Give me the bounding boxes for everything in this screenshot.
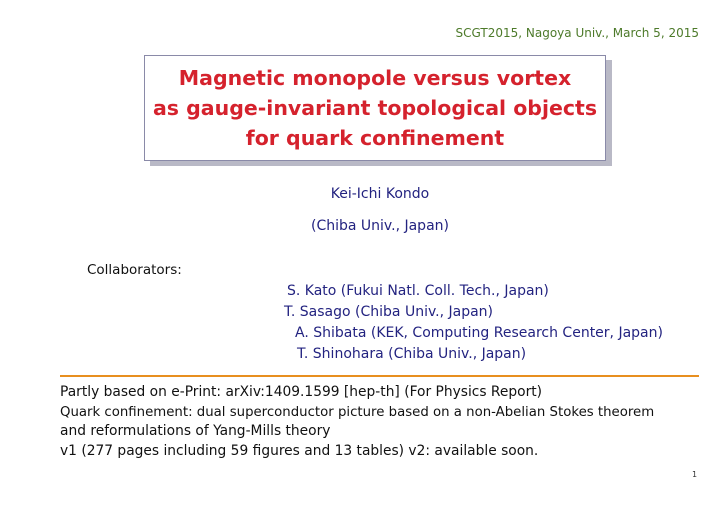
note-line-3: and reformulations of Yang-Mills theory bbox=[60, 423, 331, 439]
title-line-1: Magnetic monopole versus vortex bbox=[178, 66, 572, 90]
page-number: 1 bbox=[692, 470, 698, 479]
note-line-1: Partly based on e-Print: arXiv:1409.1599 [hep-th] (For Physics Report) bbox=[60, 384, 543, 400]
divider-rule bbox=[60, 375, 699, 377]
collaborator-item: S. Kato (Fukui Natl. Coll. Tech., Japan) bbox=[287, 283, 549, 299]
author-affiliation: (Chiba Univ., Japan) bbox=[311, 218, 449, 234]
notes-block bbox=[60, 383, 710, 461]
title-box bbox=[144, 55, 606, 161]
collaborators-list bbox=[284, 281, 663, 365]
collaborator-item: T. Sasago (Chiba Univ., Japan) bbox=[284, 304, 494, 320]
conference-header: SCGT2015, Nagoya Univ., March 5, 2015 bbox=[455, 26, 699, 40]
title-line-3: for quark confinement bbox=[245, 126, 505, 150]
author-name: Kei-Ichi Kondo bbox=[330, 186, 430, 202]
collaborator-item: T. Shinohara (Chiba Univ., Japan) bbox=[297, 346, 527, 362]
collaborator-item: A. Shibata (KEK, Computing Research Center, Japan) bbox=[295, 325, 663, 341]
title-line-2: as gauge-invariant topological objects bbox=[152, 96, 598, 120]
note-line-4: v1 (277 pages including 59 figures and 13 tables) v2: available soon. bbox=[60, 442, 539, 459]
collaborators-label: Collaborators: bbox=[87, 262, 182, 278]
note-line-2: Quark confinement: dual superconductor picture based on a non-Abelian Stokes theorem bbox=[60, 404, 655, 420]
